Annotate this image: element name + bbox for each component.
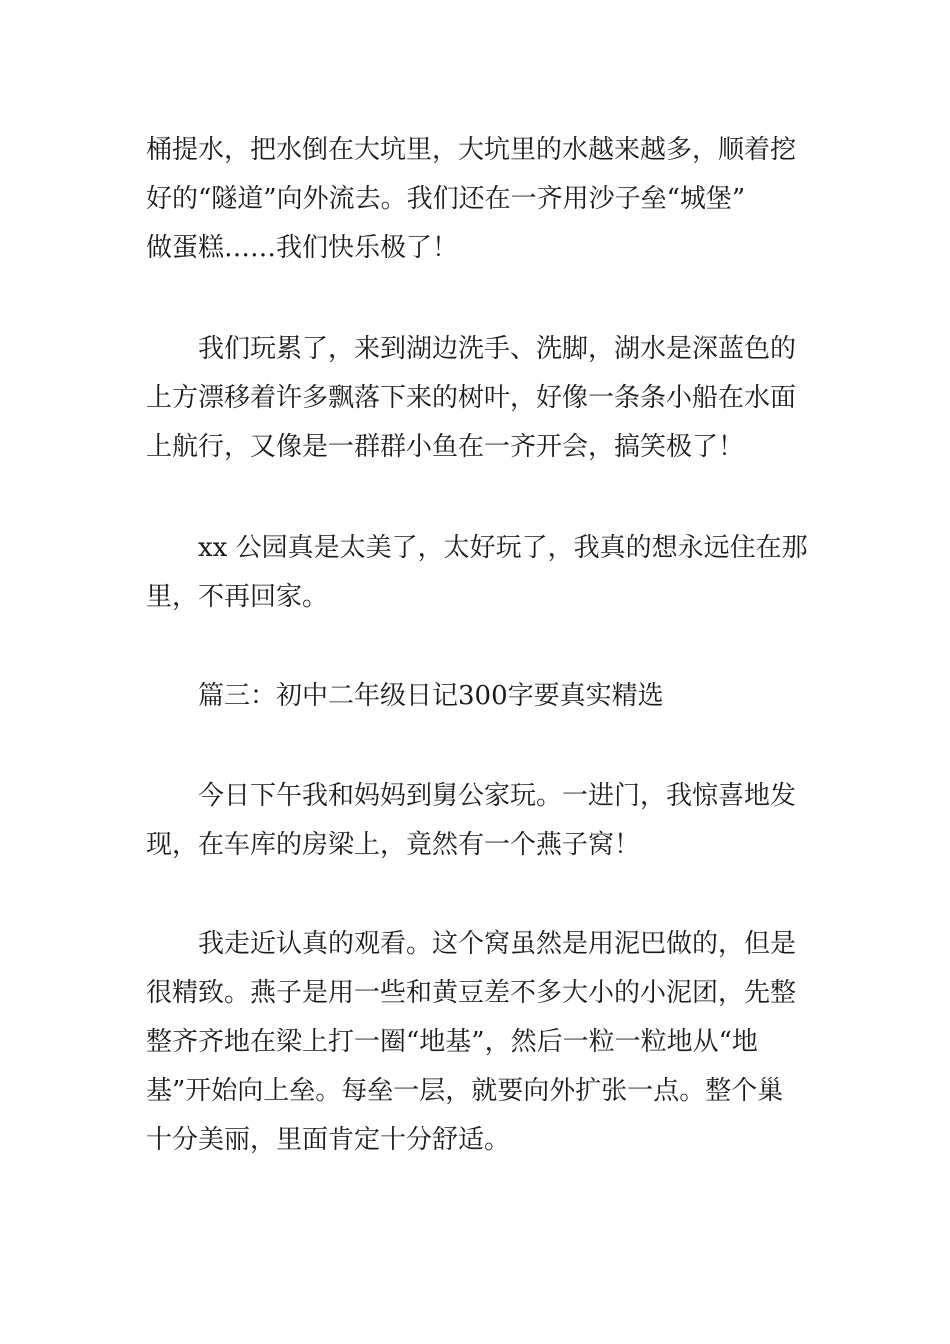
text-line: 里，不再回家。 xyxy=(146,582,329,612)
paragraph-visit xyxy=(146,772,806,870)
text-line: 很精致。燕子是用一些和黄豆差不多大小的小泥团，先整 xyxy=(146,978,797,1008)
heading-text: 篇三：初中二年级日记300字要真实精选 xyxy=(198,681,664,711)
text-line: 上方漂移着许多飘落下来的树叶，好像一条条小船在水面 xyxy=(146,383,797,413)
text-line: 做蛋糕……我们快乐极了！ xyxy=(146,233,459,263)
paragraph-nest xyxy=(146,920,806,1165)
text-line: 我走近认真的观看。这个窝虽然是用泥巴做的，但是 xyxy=(198,929,797,959)
text-line: xx 公园真是太美了，太好玩了，我真的想永远住在那 xyxy=(198,533,808,563)
text-line: 桶提水，把水倒在大坑里，大坑里的水越来越多，顺着挖 xyxy=(146,135,797,165)
text-line: 今日下午我和妈妈到舅公家玩。一进门，我惊喜地发 xyxy=(198,781,797,811)
text-line: 基”开始向上垒。每垒一层，就要向外扩张一点。整个巢 xyxy=(146,1076,784,1106)
text-line: 整齐齐地在梁上打一圈“地基”，然后一粒一粒地从“地 xyxy=(146,1027,758,1057)
text-line: 好的“隧道”向外流去。我们还在一齐用沙子垒“城堡” xyxy=(146,184,746,214)
section-heading xyxy=(146,672,806,721)
paragraph-sand-play xyxy=(146,126,806,273)
text-line: 上航行，又像是一群群小鱼在一齐开会，搞笑极了！ xyxy=(146,432,745,462)
paragraph-lake xyxy=(146,325,806,472)
text-line: 我们玩累了，来到湖边洗手、洗脚，湖水是深蓝色的 xyxy=(198,334,797,364)
text-line: 现，在车库的房梁上，竟然有一个燕子窝！ xyxy=(146,830,641,860)
text-line: 十分美丽，里面肯定十分舒适。 xyxy=(146,1125,511,1155)
paragraph-park xyxy=(146,524,806,622)
